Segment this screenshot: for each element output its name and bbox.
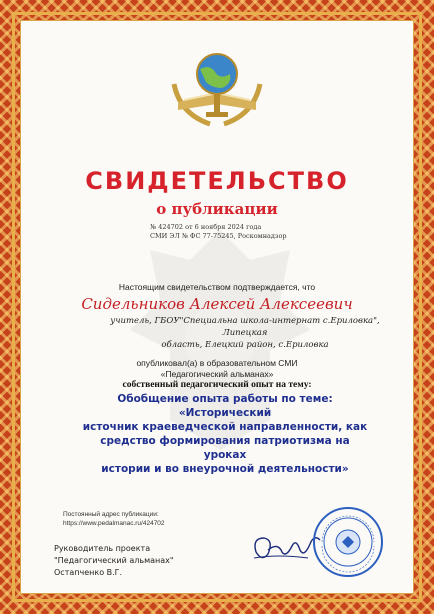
- certificate-paper: [20, 20, 414, 594]
- globe-book-laurel-icon: [170, 44, 264, 136]
- certificate-subtitle: о публикации: [156, 200, 278, 218]
- signer-project: "Педагогический альманах": [54, 556, 174, 565]
- recipient-position-line: учитель, ГБОУ"Специальна школа-интернат с.Ериловка", Липецкая: [110, 316, 380, 338]
- registration-line: № 424702 от 6 ноября 2024 года: [150, 223, 262, 231]
- published-text: опубликовал(а) в образовательном СМИ: [136, 358, 298, 368]
- topic-line: источник краеведческой направленности, как: [82, 421, 368, 433]
- recipient-name: Сидельников Алексей Алексеевич: [81, 295, 353, 313]
- journal-name: «Педагогический альманах»: [160, 369, 274, 379]
- publication-topic: [80, 392, 370, 476]
- address-label: Постоянный адрес публикации:: [63, 511, 159, 518]
- certificate-title: СВИДЕТЕЛЬСТВО: [85, 167, 349, 195]
- topic-line: Обобщение опыта работы по теме: «Исторический: [117, 393, 333, 419]
- media-registration-line: СМИ ЭЛ № ФС 77-75245, Роскомнадзор: [150, 232, 287, 240]
- signer-role: Руководитель проекта: [54, 544, 151, 553]
- recipient-position: [100, 315, 390, 351]
- address-url[interactable]: https://www.pedalmanac.ru/424702: [63, 520, 165, 527]
- topic-line: средство формирования патриотизма на уроках: [100, 435, 350, 461]
- topic-line: истории и во внеурочной деятельности»: [101, 463, 349, 475]
- recipient-position-line: область, Елецкий район, с.Ериловка: [161, 340, 329, 350]
- confirm-text: Настоящим свидетельством подтверждается, что: [118, 282, 316, 292]
- round-seal-icon: [312, 506, 384, 578]
- experience-text: собственный педагогический опыт на тему:: [122, 380, 312, 390]
- signer-name: Остапченко В.Г.: [54, 568, 123, 577]
